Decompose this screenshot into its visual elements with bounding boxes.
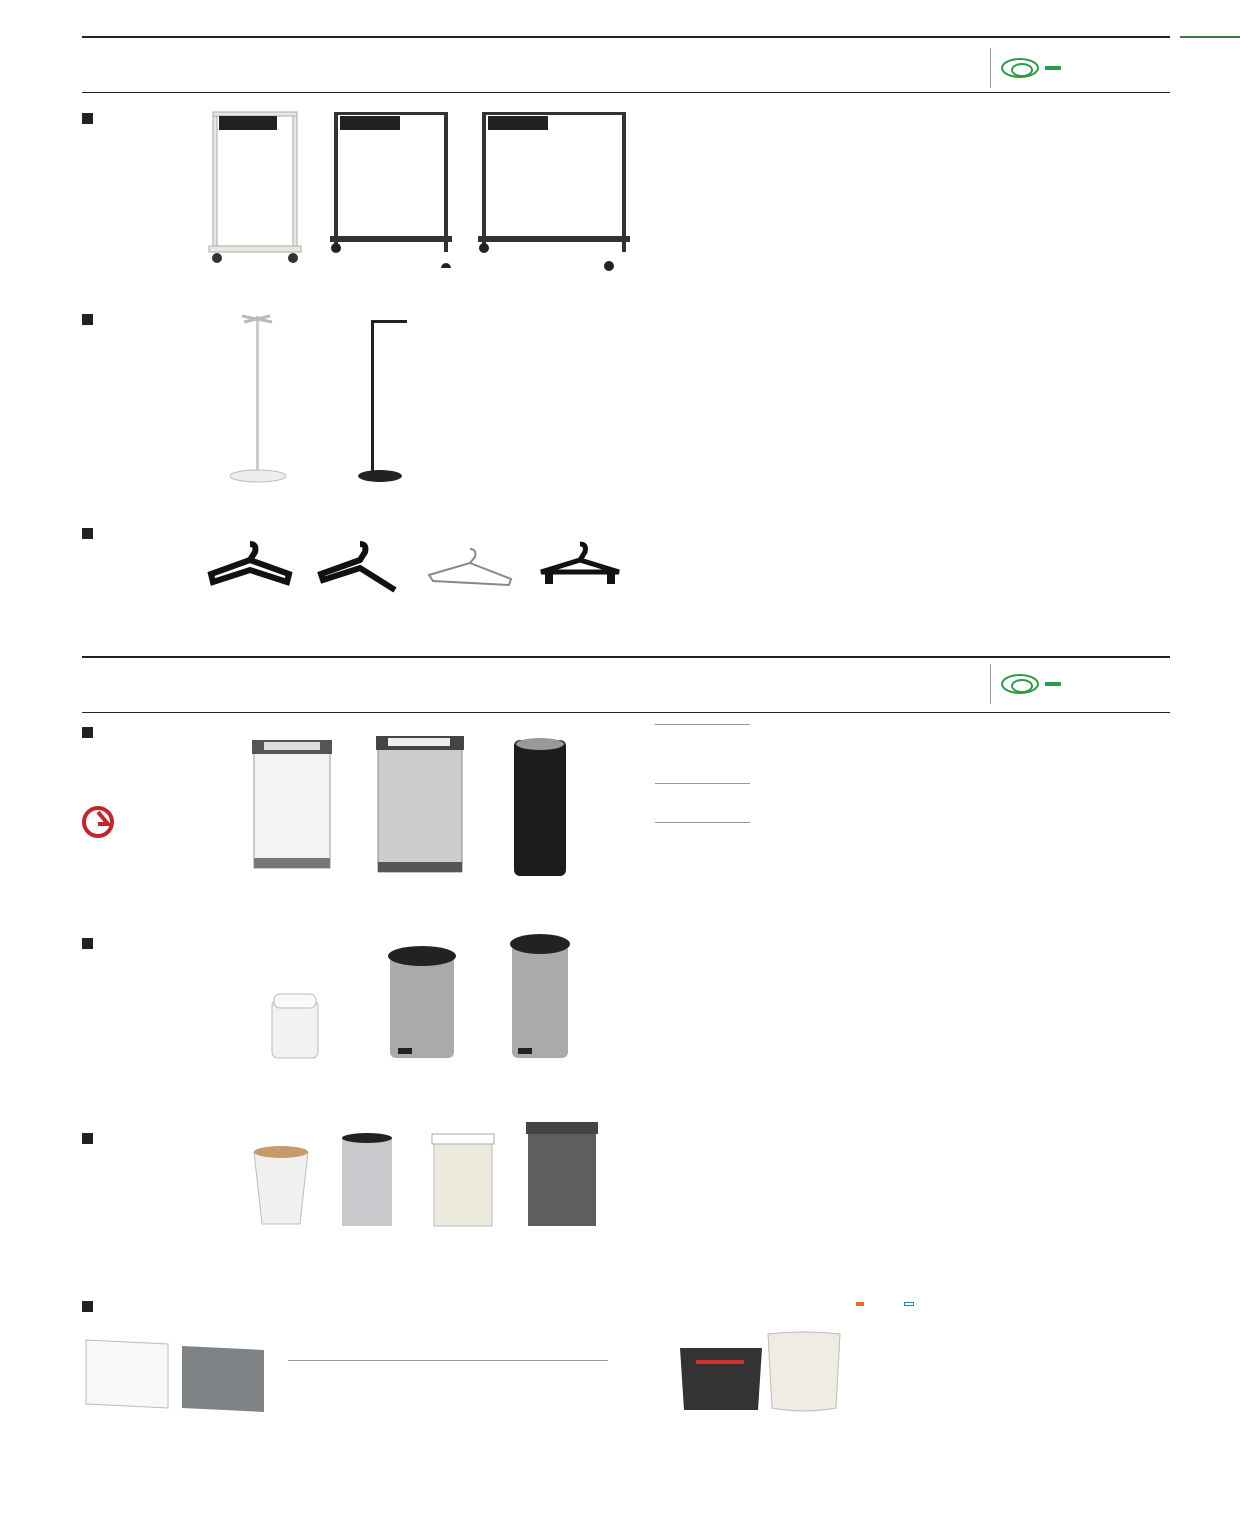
- bin-61ndm: [676, 1342, 766, 1414]
- green-label: [1045, 66, 1061, 70]
- subsection-deskside: [82, 1130, 101, 1147]
- subsection-coat-2: [82, 311, 101, 328]
- bin-c20zn: [268, 990, 322, 1062]
- chapter-rule: [1180, 36, 1240, 38]
- pole-hanger-white: [228, 308, 288, 483]
- section-rule: [82, 656, 1170, 658]
- green-badge: [990, 48, 1061, 88]
- subsection-lid: [82, 935, 101, 952]
- long-life-design-icon: [82, 806, 114, 838]
- section-rule: [82, 712, 1170, 713]
- bin-60m: [764, 1330, 844, 1416]
- green-logo-icon: [1001, 674, 1039, 694]
- hanger-hnc1: [535, 540, 625, 600]
- hanger-hn6: [315, 540, 405, 600]
- subsection-hanger: [82, 525, 101, 542]
- st-badge: [856, 1302, 864, 1306]
- bin-r101: [372, 732, 468, 878]
- bin-r10: [248, 736, 336, 876]
- bin-ps10nn: [384, 944, 460, 1064]
- divider: [655, 724, 750, 725]
- rack-ch10: [205, 108, 305, 268]
- subsection-rotary: [82, 724, 101, 741]
- pole-hanger-black: [358, 316, 418, 486]
- subsection-coat-1: [82, 110, 101, 127]
- bin-r60: [508, 734, 572, 882]
- green-logo-icon: [1001, 58, 1039, 78]
- bin-adb-d01: [248, 1144, 314, 1230]
- subsection-magnet: [82, 1298, 101, 1315]
- hanger-hn1: [205, 540, 295, 600]
- row-irre100: [288, 1342, 608, 1361]
- bin-30n: [338, 1132, 396, 1230]
- bin-100mm: [178, 1342, 268, 1416]
- hanger-hn12: [425, 545, 515, 600]
- section-rule: [82, 36, 1170, 38]
- ecomark-badge: [904, 1302, 914, 1306]
- bin-81f4n: [524, 1120, 600, 1230]
- bin-ps15n: [506, 932, 574, 1064]
- bin-100w: [82, 1336, 172, 1412]
- rack-ch9: [474, 108, 634, 273]
- section-rule: [82, 92, 1170, 93]
- green-label: [1045, 682, 1061, 686]
- divider: [655, 822, 750, 823]
- green-badge: [990, 664, 1061, 704]
- rack-ch8: [326, 108, 456, 268]
- divider: [655, 783, 750, 784]
- bin-80f1n: [428, 1130, 498, 1230]
